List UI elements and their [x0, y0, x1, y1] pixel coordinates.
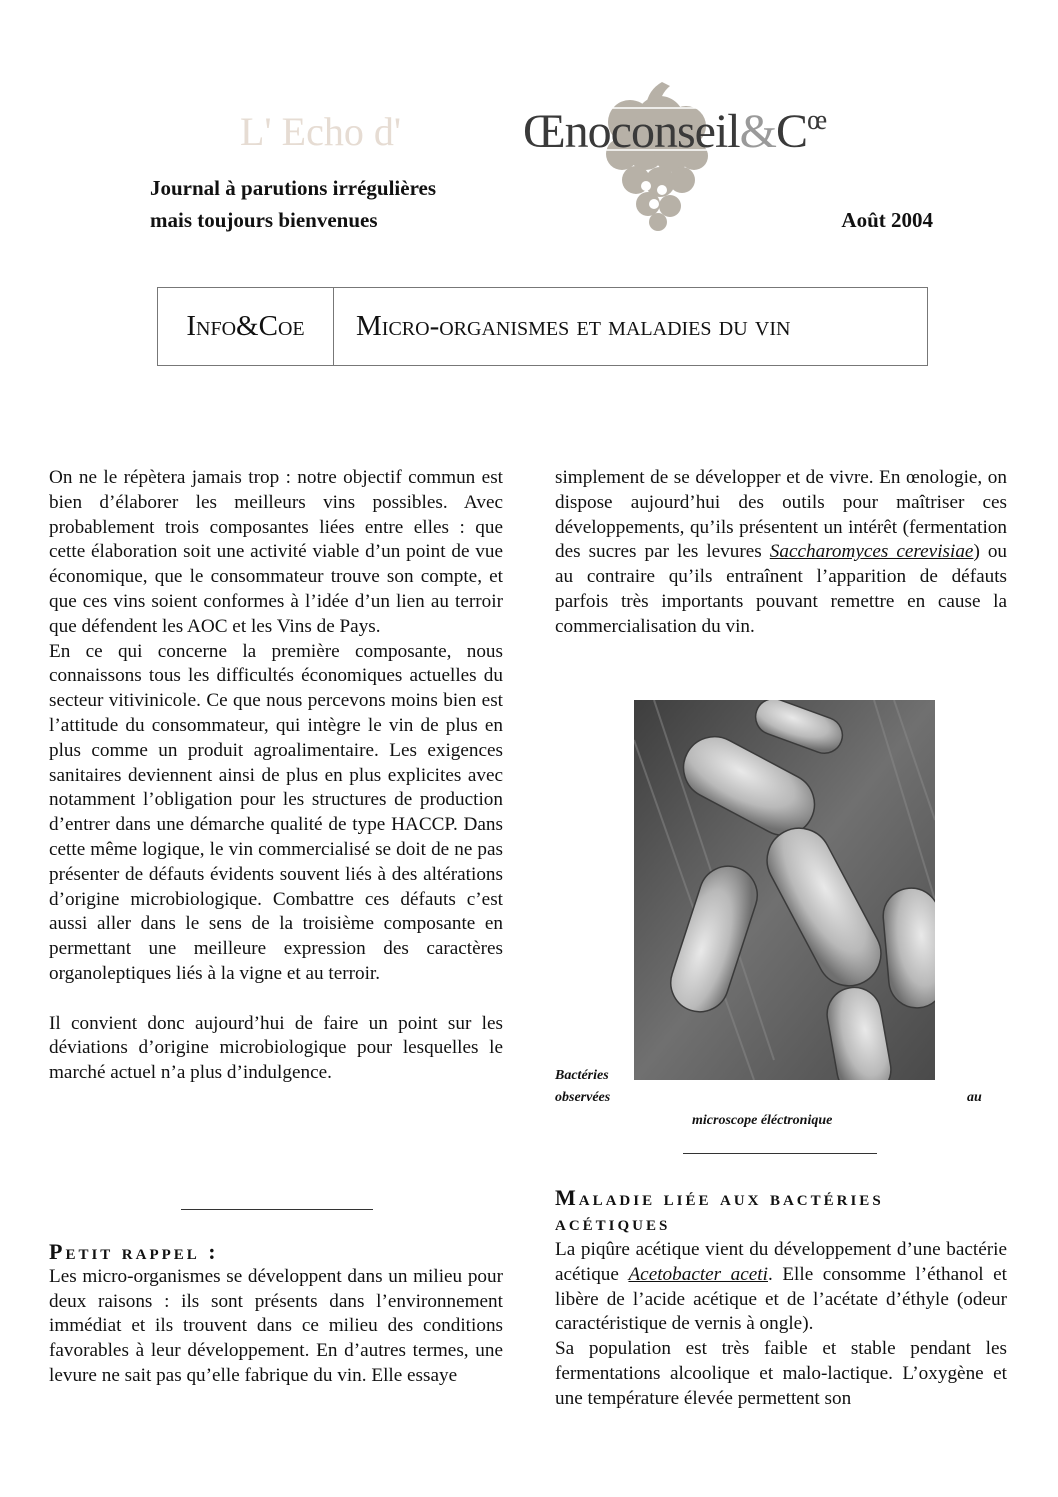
issue-date: Août 2004 — [841, 208, 933, 232]
caption-line-1: Bactéries — [555, 1068, 609, 1083]
intro-paragraph: On ne le répètera jamais trop : notre objectif commun est bien d’élaborer les meilleurs vins possibles. Avec probablement trois composantes liées entre elles : que cette élaboration soit une activité viable d’un point de vue économique, que le consommateur trouve son compte, et que ces vins soient conformes à l’idée d’un lien au terroir que défendent les AOC et les Vins de Pays. — [49, 467, 503, 637]
right-separator — [683, 1153, 877, 1154]
logo-sup: œ — [807, 105, 827, 136]
petit-rappel-heading: Petit rappel : — [49, 1239, 219, 1264]
caption-line-3: au — [967, 1090, 982, 1105]
acetobacter-species: Acetobacter aceti — [628, 1263, 768, 1285]
development-text-b: ) ou au contraire qu’ils entraînent l’apparition de défauts parfois très importants pouvant remettre en cause la commercialisation du vin. — [555, 541, 1008, 637]
conclusion-paragraph: Il convient donc aujourd’hui de faire un point sur les déviations d’origine microbiologique pour lesquelles le marché actuel n’a plus d’indulgence. — [49, 1012, 503, 1084]
maladie-heading-line-2: acétiques — [555, 1209, 671, 1235]
economy-paragraph: En ce qui concerne la première composante, nous connaissons tous les difficultés économiques actuelles du secteur vitivinicole. Ce que nous percevons moins bien est l’attitude du consommateur, qui intègre le vin de plus en plus comme un produit agroalimentaire. Les exigences sanitaires deviennent ainsi de plus en plus explicites avec notamment l’obligation pour les structures de production d’entrer dans une démarche qualité de type HACCP. Dans cette même logique, le vin commercialisé se doit de ne pas présenter de défauts évidents souvent liés à des altérations d’origine microbiologique. Combattre ces défauts c’est aussi aller dans le sens de la troisième composante en permettant une meilleure expression des caractères organoleptiques liés à la vigne et au terroir. — [49, 640, 503, 984]
maladie-heading-line-1: Maladie liée aux bactéries — [555, 1185, 884, 1210]
right-column — [555, 466, 1007, 640]
tagline-line-1: Journal à parutions irrégulières — [150, 176, 437, 200]
acetic-text-a: La piqûre acétique vient du développement d’une bactérie acétique — [555, 1239, 1007, 1285]
development-text-a: simplement de se développer et de vivre. En œnologie, on dispose aujourd’hui des outils pour maîtriser ces développements, qu’ils présentent un intérêt (fermentation des sucres par les levures — [555, 467, 1007, 563]
banner-section: Info&Coe — [158, 288, 334, 365]
caption-line-4: microscope éléctronique — [692, 1113, 833, 1128]
section-banner — [157, 287, 928, 366]
saccharomyces-species: Saccharomyces cerevisiae — [769, 541, 974, 563]
left-separator — [181, 1209, 373, 1210]
development-paragraph — [555, 466, 1007, 640]
logo-main: Œnoconseil — [523, 105, 740, 158]
logo-tail: C — [775, 105, 807, 158]
logo-amp: & — [739, 105, 776, 158]
tagline-line-2: mais toujours bienvenues — [150, 208, 378, 232]
bacteria-micrograph-image — [634, 700, 935, 1080]
left-column-lower — [49, 1240, 503, 1389]
oenoconseil-logo — [523, 104, 826, 159]
acetic-paragraph — [555, 1238, 1007, 1337]
left-column — [49, 466, 503, 1086]
right-column-lower — [555, 1186, 1007, 1236]
echo-title: L' Echo d' — [240, 109, 402, 154]
rappel-paragraph: Les micro-organismes se développent dans un milieu pour deux raisons : ils sont présents dans l’environnement immédiat et ils trouvent dans ce milieu des conditions favorables à leur développement. En d’autres termes, une levure ne sait pas qu’elle fabrique du vin. Elle essaye — [49, 1265, 503, 1386]
acetic-text-b: . Elle consomme l’éthanol et libère de l’acide acétique et de l’acétate d’éthyle (odeur caractéristique de vernis à ongle). — [555, 1263, 1007, 1335]
caption-line-2: observées — [555, 1090, 611, 1105]
population-paragraph: Sa population est très faible et stable pendant les fermentations alcoolique et malo-lactique. L’oxygène et une température élevée permettent son — [555, 1338, 1007, 1409]
banner-title: Micro-organismes et maladies du vin — [356, 310, 791, 342]
right-column-body — [555, 1238, 1007, 1412]
